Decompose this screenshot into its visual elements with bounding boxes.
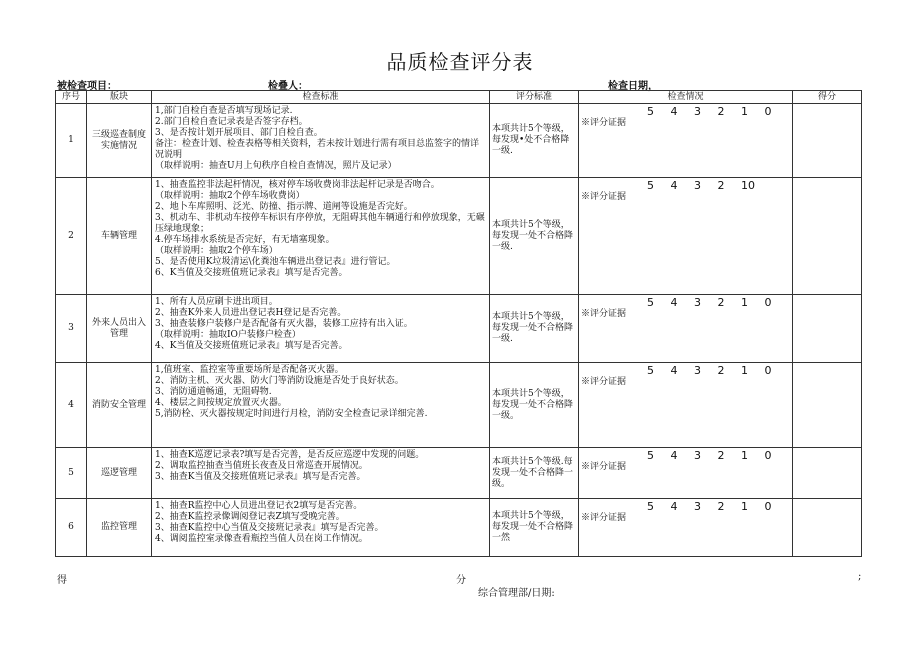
section-name: 三级巡查制度实施情况 [87,104,152,178]
criteria-cell [152,295,490,363]
inspection-situation-cell [579,363,793,448]
table-row [56,499,862,557]
scoring-standard: 本项共计5个等级.每发现一处不合格降一级。 [490,448,579,499]
table-row [56,363,862,448]
scoring-standard: 本项共计5个等级，每发现一处不合格降一然 [490,499,579,557]
criteria-cell [152,104,490,178]
col-header-score: 得分 [793,91,862,104]
score-levels: 5 4 3 2 1 0 [647,105,772,118]
inspection-table [55,90,862,557]
criteria-line: 3、是否按计划开展项目、部门自检自查。 [155,128,323,138]
criteria-line: 4.停车场排水系统是否完好，有无墙塞现象。 [155,235,335,245]
footer-score-label: 得 [57,575,67,586]
criteria-line: 1,部门自检自查是否填写现场记录. [155,106,293,116]
row-number: 3 [56,295,87,363]
table-row [56,448,862,499]
page-title: 品质检查评分表 [386,50,534,74]
criteria-cell [152,178,490,295]
inspection-situation-cell [579,104,793,178]
scoring-standard: 本项共计5个等级，每发现•处不合格降一级. [490,104,579,178]
score-levels: 5 4 3 2 1 0 [647,449,772,462]
table-row [56,178,862,295]
section-name: 消防安全管理 [87,363,152,448]
col-header-criteria: 检查标准 [152,91,490,104]
criteria-cell [152,448,490,499]
criteria-line: 2、调取监控抽查当值班长夜查及日常巡查开展情况。 [155,461,368,471]
criteria-line: 5,消防栓、灭火器按规定时间进行月检，消防安全检查记录详细完善. [155,409,428,419]
criteria-line: 3、机动车、非机动车按停车标识有序停放，无阻碍其他车辆通行和停放现象，无碾压绿地现象； [155,213,485,234]
inspection-situation-cell [579,178,793,295]
criteria-cell [152,363,490,448]
score-cell[interactable] [793,363,862,448]
table-header-row [56,91,862,104]
criteria-line: 3、消防通道畅通，无阻碍物. [155,387,272,397]
footer-end-mark: ; [858,571,862,582]
criteria-line: 6、K当值及交接班值班记录表』填写是否完善。 [155,268,348,278]
row-number: 6 [56,499,87,557]
criteria-line: （取样说明：抽取2个停车场） [155,246,278,256]
criteria-line: 2、消防主机、灭火器、防火门等消防设施是否处于良好状态。 [155,376,404,386]
inspected-item-label: 被检查项目： [57,81,117,92]
section-name: 车辆管理 [87,178,152,295]
col-header-section: 版块 [87,91,152,104]
score-levels: 5 4 3 2 1 0 [647,500,772,513]
score-cell[interactable] [793,499,862,557]
col-header-no: 序号 [56,91,87,104]
score-cell[interactable] [793,104,862,178]
footer-signature: 综合管理部/日期: [478,588,555,599]
criteria-line: 4、K当值及交接班值班记录表』填写是否完善。 [155,341,348,351]
evidence-label: ※评分证据 [581,309,627,319]
footer-score-label-2: 分 [456,575,466,586]
score-levels: 5 4 3 2 10 [647,179,755,192]
score-cell[interactable] [793,295,862,363]
inspection-situation-cell [579,448,793,499]
criteria-line: （取样说明：抽取2个停车场收费岗） [155,191,305,201]
criteria-line: 3、抽查装修户装修户是否配备有灭火器，装修工应持有出入证。 [155,319,413,329]
scoring-standard: 本项共计5个等级，每发现一处不合格降一级. [490,178,579,295]
criteria-line: 2、抽查K监控录像调阅登记表Z填写受晚完善。 [155,512,345,522]
criteria-line: 3、抽查K当值及交接班值班记录表』填写是否完善。 [155,472,366,482]
criteria-line: （取样说明：抽查U月上旬秩序自检自查情况，照片及记录） [155,161,397,171]
criteria-line: （取样说明：抽取IO户装修户检查） [155,330,301,340]
criteria-line: 2、抽查K外来人员进出登记表H登记是否完善。 [155,308,347,318]
scoring-standard: 本项共计5个等级，每发现一处不合格降一级. [490,295,579,363]
table-row [56,104,862,178]
criteria-line: 4、调阅监控室录像查看瓶控当值人员在岗工作情况。 [155,534,368,544]
criteria-line: 1、所有人员应刷卡进出项目。 [155,297,278,307]
section-name: 外来人员出入管理 [87,295,152,363]
evidence-label: ※评分证据 [581,462,627,472]
criteria-line: 2、地卜车库照明、泛光、防撞、指示牌、道闸等设施是否完好。 [155,202,413,212]
row-number: 5 [56,448,87,499]
criteria-line: 2.部门自检自查记录表是否签字存档。 [155,117,308,127]
evidence-label: ※评分证据 [581,377,627,387]
criteria-line: 1,值班室、监控室等重要场所是否配备灭火器。 [155,365,344,375]
inspection-situation-cell [579,295,793,363]
score-levels: 5 4 3 2 1 0 [647,364,772,377]
section-name: 巡逻管理 [87,448,152,499]
criteria-line: 3、抽查K监控中心当值及交接班记录表』填写是否完善。 [155,523,384,533]
criteria-cell [152,499,490,557]
row-number: 1 [56,104,87,178]
evidence-label: ※评分证据 [581,513,627,523]
score-levels: 5 4 3 2 1 0 [647,296,772,309]
score-cell[interactable] [793,448,862,499]
row-number: 2 [56,178,87,295]
criteria-line: 1、抽查K巡逻记录表?填写是否完善，是否反应巡逻中发现的问题。 [155,450,425,460]
criteria-line: 备注：检查计划、检查表格等相关资料，若未按计划进行需有项目总监签字的情详况说明 [155,139,480,160]
criteria-line: 4、楼层之间按规定放置灭火器。 [155,398,287,408]
evidence-label: ※评分证据 [581,118,627,128]
inspection-situation-cell [579,499,793,557]
scoring-standard: 本项共计5个等级，每发现一处不合格降一级。 [490,363,579,448]
criteria-line: 1、抽查R监控中心人员进出登记衣2填写是否完善。 [155,501,363,511]
criteria-line: 5、是否使用K垃圾清运\化粪池车辆进出登记表』进行管记。 [155,257,396,267]
criteria-line: 1、抽查监控非法起杆情况，核对停车场收费岗非法起杆记录是否吻合。 [155,180,440,190]
col-header-standard: 评分标准 [490,91,579,104]
col-header-situation: 检查情况 [579,91,793,104]
evidence-label: ※评分证据 [581,192,627,202]
inspector-label: 检叠人： [268,81,308,92]
score-cell[interactable] [793,178,862,295]
inspection-date-label: 检查日期， [608,81,658,92]
row-number: 4 [56,363,87,448]
table-row [56,295,862,363]
section-name: 监控管理 [87,499,152,557]
